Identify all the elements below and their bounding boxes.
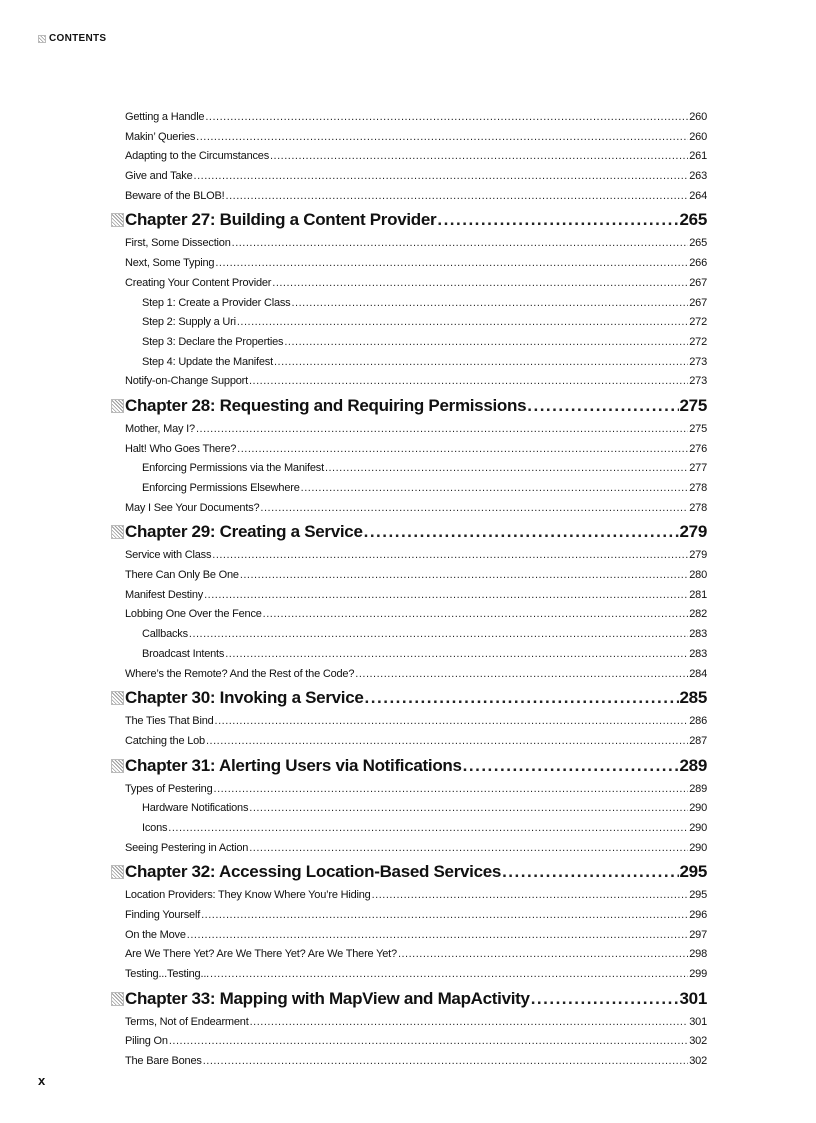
- toc-page-number: 296: [689, 909, 707, 921]
- toc-page-number: 289: [689, 782, 707, 795]
- toc-page-number: 286: [689, 715, 707, 728]
- dot-leader: [272, 274, 688, 294]
- toc-entry[interactable]: [125, 1013, 707, 1033]
- dot-leader: [437, 206, 678, 234]
- toc-title: Beware of the BLOB!: [125, 189, 225, 202]
- dot-leader: [215, 254, 688, 274]
- toc-title: Give and Take: [125, 170, 193, 183]
- toc-title: Makin’ Queries: [125, 130, 196, 143]
- toc-page-number: 273: [689, 355, 707, 368]
- toc-title: Testing...Testing...: [125, 968, 210, 981]
- toc-page-number: 279: [679, 522, 707, 542]
- dot-leader: [249, 839, 688, 859]
- dot-leader: [189, 625, 688, 645]
- toc-entry[interactable]: [125, 886, 707, 906]
- toc-title: Icons: [142, 821, 168, 834]
- dot-leader: [206, 732, 688, 752]
- dot-leader: [215, 712, 689, 732]
- toc-title: Chapter 28: Requesting and Requiring Permissions: [125, 395, 527, 415]
- toc-chapter-heading[interactable]: [125, 518, 707, 546]
- toc-page-number: 260: [689, 111, 707, 123]
- toc-subentry[interactable]: [125, 645, 707, 665]
- toc-entry[interactable]: [125, 128, 707, 148]
- toc-page-number: 275: [689, 422, 707, 435]
- dot-leader: [291, 294, 688, 314]
- toc-page-number: 285: [679, 688, 707, 708]
- toc-page-number: 301: [679, 988, 707, 1008]
- dot-leader: [226, 187, 689, 207]
- toc-page-number: 283: [689, 647, 707, 660]
- dot-leader: [270, 147, 688, 167]
- toc-title: Chapter 32: Accessing Location-Based Services: [125, 862, 502, 882]
- toc-entry[interactable]: [125, 187, 707, 207]
- dot-leader: [212, 546, 688, 566]
- dot-leader: [263, 605, 689, 625]
- toc-title: Terms, Not of Endearment: [125, 1015, 249, 1028]
- toc-entry[interactable]: [125, 780, 707, 800]
- toc-entry[interactable]: [125, 712, 707, 732]
- toc-title: Chapter 30: Invoking a Service: [125, 688, 364, 708]
- chapter-marker-icon: [111, 759, 124, 773]
- toc-entry[interactable]: [125, 546, 707, 566]
- toc-page-number: 289: [679, 755, 707, 775]
- toc-page-number: 287: [689, 734, 707, 747]
- toc-title: Next, Some Typing: [125, 257, 215, 270]
- toc-title: Location Providers: They Know Where You’re Hiding: [125, 889, 371, 902]
- dot-leader: [250, 1013, 689, 1033]
- toc-title: There Can Only Be One: [125, 569, 239, 582]
- chapter-marker-icon: [111, 691, 124, 705]
- toc-title: The Bare Bones: [125, 1055, 202, 1068]
- toc-entry[interactable]: [125, 965, 707, 985]
- toc-entry[interactable]: [125, 839, 707, 859]
- toc-page-number: 290: [689, 821, 707, 834]
- toc-title: Catching the Lob: [125, 734, 205, 747]
- toc-subentry[interactable]: [125, 799, 707, 819]
- toc-page-number: 295: [679, 862, 707, 882]
- toc-title: Finding Yourself: [125, 909, 201, 921]
- chapter-marker-icon: [111, 399, 124, 413]
- toc-entry[interactable]: [125, 732, 707, 752]
- toc-title: Chapter 31: Alerting Users via Notifications: [125, 755, 462, 775]
- toc-page-number: 299: [689, 968, 707, 981]
- toc-page-number: 284: [689, 667, 707, 680]
- toc-entry[interactable]: [125, 274, 707, 294]
- toc-entry[interactable]: [125, 945, 707, 965]
- toc-page-number: 301: [689, 1015, 707, 1028]
- toc-entry[interactable]: [125, 254, 707, 274]
- toc-page-number: 279: [689, 549, 707, 562]
- dot-leader: [301, 479, 689, 499]
- toc-entry[interactable]: [125, 234, 707, 254]
- running-header-label: CONTENTS: [49, 33, 107, 44]
- toc-page-number: 267: [689, 296, 707, 309]
- toc-page-number: 290: [689, 802, 707, 815]
- toc-title: Hardware Notifications: [142, 802, 249, 815]
- toc-page-number: 297: [689, 928, 707, 941]
- toc-page-number: 295: [689, 889, 707, 902]
- toc-title: Step 4: Update the Manifest: [142, 355, 273, 368]
- toc-subentry[interactable]: [125, 313, 707, 333]
- toc-page-number: 260: [689, 130, 707, 143]
- toc-title: On the Move: [125, 928, 186, 941]
- toc-page-number: 290: [689, 841, 707, 854]
- chapter-marker-icon: [111, 865, 124, 879]
- toc-title: Types of Pestering: [125, 782, 213, 795]
- dot-leader: [355, 665, 688, 685]
- dot-leader: [201, 906, 688, 926]
- toc-entry[interactable]: [125, 440, 707, 460]
- toc-page-number: 281: [689, 588, 707, 601]
- toc-page-number: 275: [679, 395, 707, 415]
- toc-title: Where’s the Remote? And the Rest of the Code?: [125, 667, 355, 680]
- toc-entry[interactable]: [125, 1032, 707, 1052]
- toc-subentry[interactable]: [125, 294, 707, 314]
- toc-subentry[interactable]: [125, 479, 707, 499]
- toc-title: Mother, May I?: [125, 422, 195, 435]
- dot-leader: [214, 780, 689, 800]
- toc-page-number: 302: [689, 1035, 707, 1048]
- chapter-marker-icon: [111, 525, 124, 539]
- toc-title: Step 1: Create a Provider Class: [142, 296, 291, 309]
- dot-leader: [169, 1032, 688, 1052]
- toc-page-number: 261: [689, 150, 707, 163]
- dot-leader: [232, 234, 689, 254]
- dot-leader: [527, 392, 678, 420]
- toc-title: Seeing Pestering in Action: [125, 841, 249, 854]
- toc-page-number: 278: [689, 501, 707, 514]
- toc-page-number: 267: [689, 276, 707, 289]
- toc-page-number: 277: [689, 462, 707, 475]
- toc-page-number: 272: [689, 316, 707, 329]
- dot-leader: [187, 926, 688, 946]
- toc-page-number: 283: [689, 628, 707, 641]
- dot-leader: [237, 440, 688, 460]
- page-number: x: [38, 1073, 46, 1088]
- dot-leader: [210, 965, 688, 985]
- toc-page-number: 272: [689, 335, 707, 348]
- dot-leader: [249, 799, 688, 819]
- chapter-marker-icon: [111, 992, 124, 1006]
- dot-leader: [237, 313, 688, 333]
- toc-title: Piling On: [125, 1035, 168, 1048]
- toc-entry[interactable]: [125, 926, 707, 946]
- toc-title: Lobbing One Over the Fence: [125, 608, 262, 621]
- dot-leader: [372, 886, 689, 906]
- dot-leader: [168, 819, 688, 839]
- toc-chapter-heading[interactable]: [125, 985, 707, 1013]
- dot-leader: [249, 372, 688, 392]
- toc-entry[interactable]: [125, 665, 707, 685]
- toc-entry[interactable]: [125, 167, 707, 187]
- toc-page-number: 266: [689, 257, 707, 270]
- table-of-contents: [125, 108, 707, 1072]
- toc-title: Adapting to the Circumstances: [125, 150, 269, 163]
- toc-page-number: 265: [679, 210, 707, 230]
- toc-page-number: 298: [689, 948, 707, 961]
- dot-leader: [463, 752, 679, 780]
- dot-leader: [274, 353, 688, 373]
- toc-title: Notify-on-Change Support: [125, 375, 248, 388]
- toc-title: Broadcast Intents: [142, 647, 225, 660]
- toc-subentry[interactable]: [125, 625, 707, 645]
- toc-entry[interactable]: [125, 566, 707, 586]
- toc-subentry[interactable]: [125, 819, 707, 839]
- dot-leader: [284, 333, 688, 353]
- toc-chapter-heading[interactable]: [125, 206, 707, 234]
- toc-page-number: 264: [689, 189, 707, 202]
- toc-title: Callbacks: [142, 628, 188, 641]
- toc-chapter-heading[interactable]: [125, 684, 707, 712]
- toc-title: Chapter 33: Mapping with MapView and MapActivity: [125, 988, 530, 1008]
- running-header: [38, 33, 106, 44]
- dot-leader: [260, 499, 688, 519]
- toc-entry[interactable]: [125, 906, 707, 926]
- toc-page-number: 278: [689, 482, 707, 494]
- toc-chapter-heading[interactable]: [125, 392, 707, 420]
- dot-leader: [205, 108, 688, 128]
- toc-title: Enforcing Permissions Elsewhere: [142, 482, 300, 494]
- dot-leader: [398, 945, 688, 965]
- dot-leader: [225, 645, 688, 665]
- toc-title: May I See Your Documents?: [125, 501, 260, 514]
- toc-entry[interactable]: [125, 1052, 707, 1072]
- dot-leader: [203, 1052, 689, 1072]
- toc-entry[interactable]: [125, 147, 707, 167]
- toc-title: Chapter 27: Building a Content Provider: [125, 210, 437, 230]
- toc-title: Service with Class: [125, 549, 212, 562]
- toc-subentry[interactable]: [125, 459, 707, 479]
- toc-title: Step 3: Declare the Properties: [142, 335, 284, 348]
- toc-entry[interactable]: [125, 499, 707, 519]
- toc-subentry[interactable]: [125, 353, 707, 373]
- toc-page-number: 302: [689, 1055, 707, 1068]
- toc-title: Are We There Yet? Are We There Yet? Are We There Yet?: [125, 948, 397, 961]
- dot-leader: [196, 128, 688, 148]
- dot-leader: [502, 858, 678, 886]
- toc-entry[interactable]: [125, 586, 707, 606]
- toc-title: Chapter 29: Creating a Service: [125, 522, 363, 542]
- toc-subentry[interactable]: [125, 333, 707, 353]
- toc-page-number: 273: [689, 375, 707, 388]
- dot-leader: [325, 459, 688, 479]
- toc-page-number: 280: [689, 569, 707, 582]
- dot-leader: [204, 586, 688, 606]
- toc-title: Getting a Handle: [125, 111, 205, 123]
- toc-page-number: 276: [689, 442, 707, 455]
- header-marker-icon: [38, 35, 46, 43]
- toc-title: Halt! Who Goes There?: [125, 442, 237, 455]
- toc-title: First, Some Dissection: [125, 237, 231, 250]
- dot-leader: [196, 420, 688, 440]
- toc-title: The Ties That Bind: [125, 715, 214, 728]
- dot-leader: [240, 566, 688, 586]
- toc-chapter-heading[interactable]: [125, 752, 707, 780]
- toc-title: Manifest Destiny: [125, 588, 204, 601]
- dot-leader: [364, 518, 679, 546]
- chapter-marker-icon: [111, 213, 124, 227]
- dot-leader: [531, 985, 679, 1013]
- toc-page-number: 263: [689, 170, 707, 183]
- dot-leader: [365, 684, 679, 712]
- dot-leader: [194, 167, 689, 187]
- toc-page-number: 282: [689, 608, 707, 621]
- toc-page-number: 265: [689, 237, 707, 250]
- toc-entry[interactable]: [125, 108, 707, 128]
- toc-chapter-heading[interactable]: [125, 858, 707, 886]
- toc-title: Creating Your Content Provider: [125, 276, 272, 289]
- toc-title: Enforcing Permissions via the Manifest: [142, 462, 324, 475]
- toc-entry[interactable]: [125, 420, 707, 440]
- toc-entry[interactable]: [125, 372, 707, 392]
- toc-entry[interactable]: [125, 605, 707, 625]
- toc-title: Step 2: Supply a Uri: [142, 316, 236, 329]
